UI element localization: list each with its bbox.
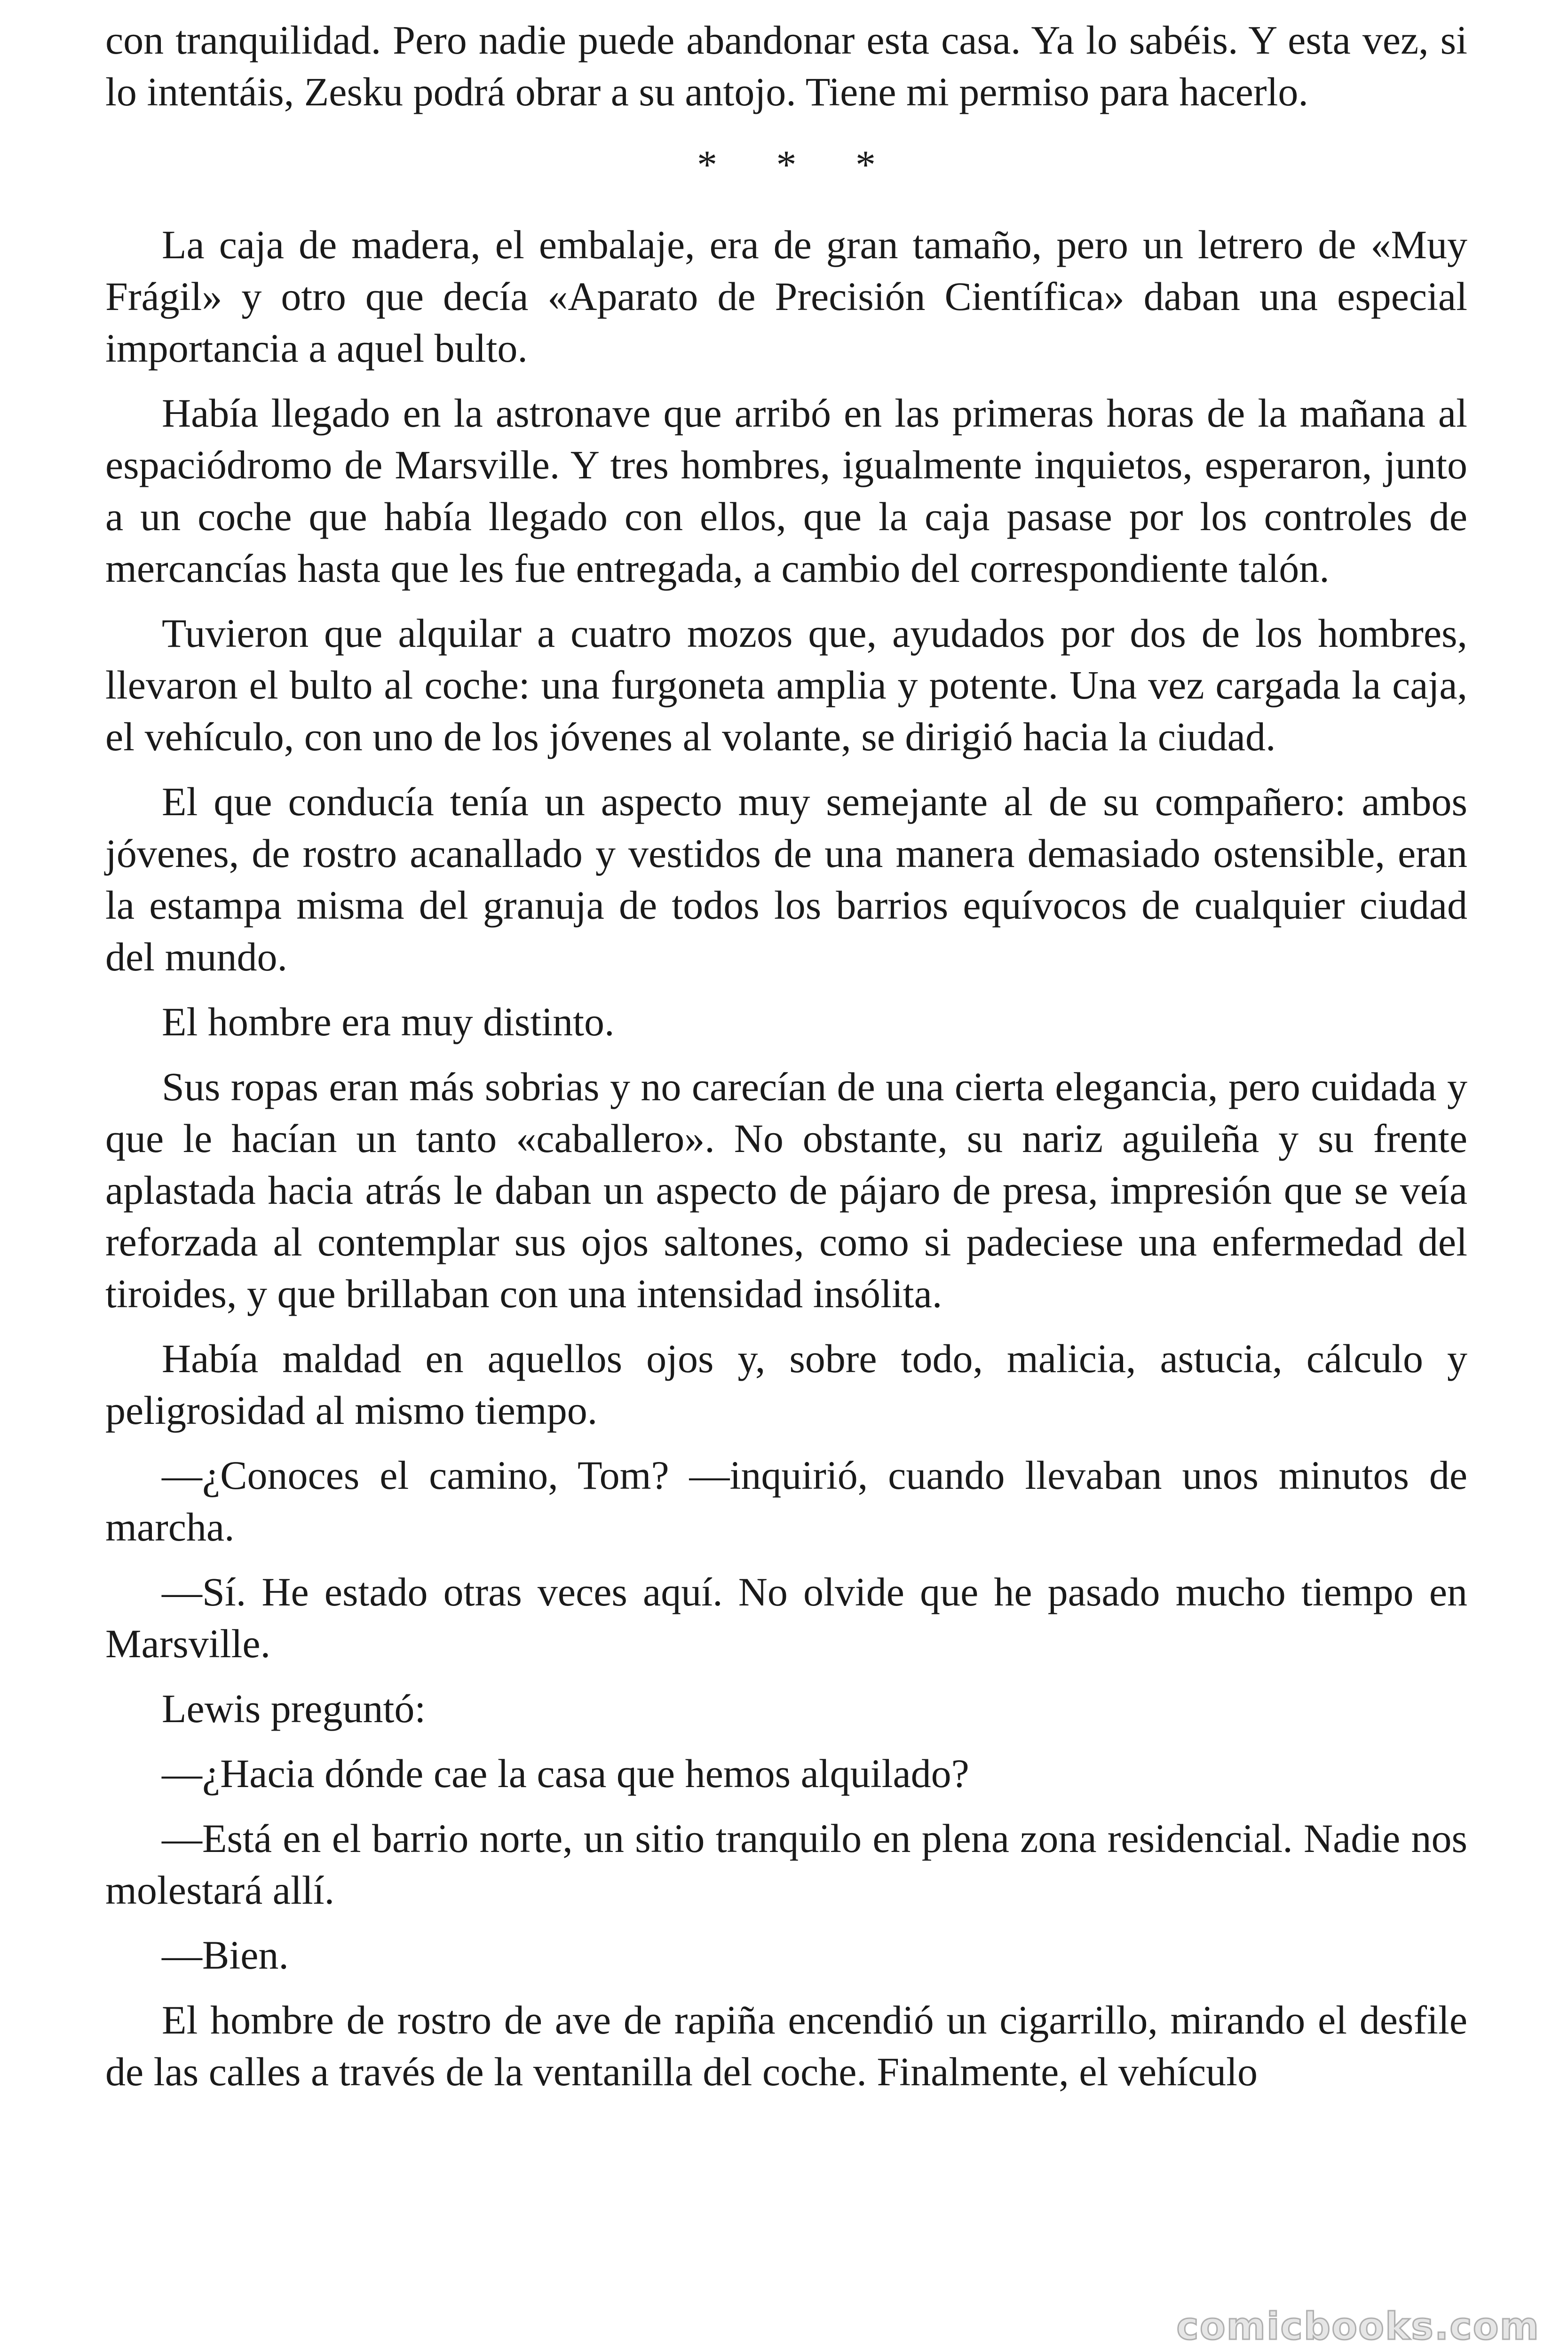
paragraph: Había llegado en la astronave que arribó en las primeras horas de la mañana al espaciódromo de Marsville. Y tres hombres, igualmente inquietos, esperaron, junto a un coche que había llegado con ellos, que la caja pasase por los controles de mercancías hasta que les fue entregada, a cambio del correspondiente talón.: [105, 390, 1467, 591]
paragraph: El hombre era muy distinto.: [162, 999, 615, 1044]
separator-asterisk: *: [697, 142, 717, 187]
paragraph: con tranquilidad. Pero nadie puede abandonar esta casa. Ya lo sabéis. Y esta vez, si lo intentáis, Zesku podrá obrar a su antojo. Tiene mi permiso para hacerlo.: [105, 17, 1467, 114]
paragraph: Lewis preguntó:: [162, 1686, 426, 1731]
dialogue-paragraph: —¿Hacia dónde cae la casa que hemos alquilado?: [162, 1751, 969, 1796]
dialogue-paragraph: —Está en el barrio norte, un sitio tranquilo en plena zona residencial. Nadie nos molestará allí.: [105, 1816, 1467, 1913]
section-separator: [105, 139, 1467, 191]
dialogue-paragraph: —Bien.: [162, 1932, 289, 1978]
paragraph: Sus ropas eran más sobrias y no carecían de una cierta elegancia, pero cuidada y que le hacían un tanto «caballero». No obstante, su nariz aguileña y su frente aplastada hacia atrás le daban un aspecto de pájaro de presa, impresión que se veía reforzada al contemplar sus ojos saltones, como si padeciese una enfermedad del tiroides, y que brillaban con una intensidad insólita.: [105, 1064, 1467, 1316]
dialogue-paragraph: —¿Conoces el camino, Tom? —inquirió, cuando llevaban unos minutos de marcha.: [105, 1453, 1467, 1549]
page-text: [105, 14, 1467, 2111]
separator-asterisk: *: [855, 142, 876, 187]
paragraph: La caja de madera, el embalaje, era de gran tamaño, pero un letrero de «Muy Frágil» y otro que decía «Aparato de Precisión Científica» daban una especial importancia a aquel bulto.: [105, 222, 1467, 371]
paragraph: El que conducía tenía un aspecto muy semejante al de su compañero: ambos jóvenes, de rostro acanallado y vestidos de una manera demasiado ostensible, eran la estampa misma del granuja de todos los barrios equívocos de cualquier ciudad del mundo.: [105, 779, 1467, 979]
dialogue-paragraph: —Sí. He estado otras veces aquí. No olvide que he pasado mucho tiempo en Marsville.: [105, 1569, 1467, 1666]
paragraph: Tuvieron que alquilar a cuatro mozos que, ayudados por dos de los hombres, llevaron el bulto al coche: una furgoneta amplia y potente. Una vez cargada la caja, el vehículo, con uno de los jóvenes al volante, se dirigió hacia la ciudad.: [105, 611, 1467, 759]
paragraph: El hombre de rostro de ave de rapiña encendió un cigarrillo, mirando el desfile de las calles a través de la ventanilla del coche. Finalmente, el vehículo: [105, 1997, 1467, 2094]
paragraph: Había maldad en aquellos ojos y, sobre todo, malicia, astucia, cálculo y peligrosidad al mismo tiempo.: [105, 1336, 1467, 1433]
separator-asterisk: *: [776, 142, 797, 187]
watermark-logo: comicbooks.com: [1176, 2304, 1540, 2348]
